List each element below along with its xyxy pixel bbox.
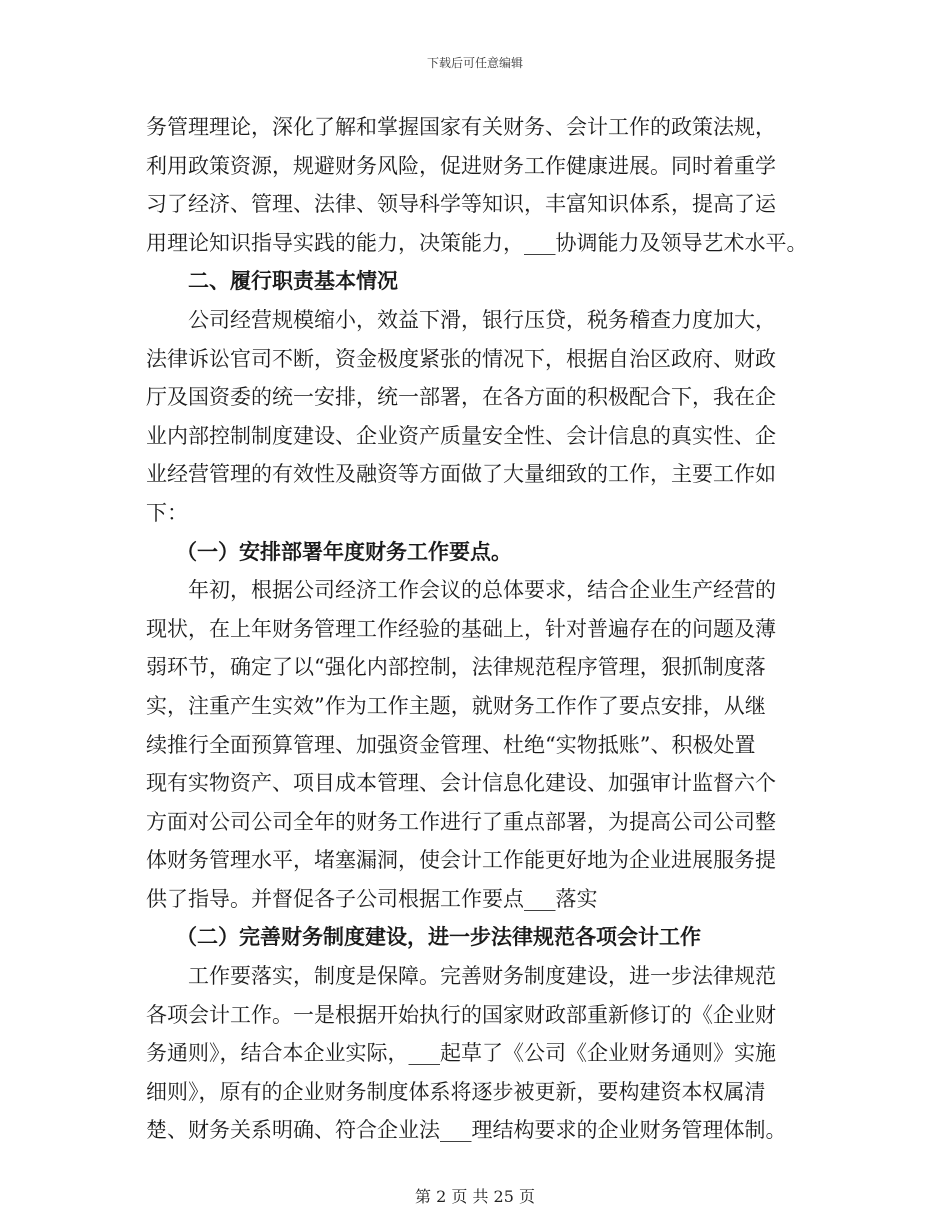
body-line: 厅及国资委的统一安排，统一部署，在各方面的积极配合下，我在企 <box>146 385 776 410</box>
page-header: 下载后可任意编辑 <box>426 56 523 70</box>
body-line: 细则》，原有的企业财务制度体系将逐步被更新，要构建资本权属清 <box>146 1079 766 1104</box>
body-line: 楚、财务关系明确、符合企业法___理结构要求的企业财务管理体制。 <box>146 1118 787 1143</box>
body-line: 用理论知识指导实践的能力，决策能力，___协调能力及领导艺术水平。 <box>146 230 808 255</box>
body-line: 法律诉讼官司不断，资金极度紧张的情况下，根据自治区政府、财政 <box>146 346 776 371</box>
subsection-heading: （一）安排部署年度财务工作要点。 <box>176 538 512 564</box>
body-line: 现有实物资产、项目成本管理、会计信息化建设、加强审计监督六个 <box>146 771 776 796</box>
body-line: 年初，根据公司经济工作会议的总体要求，结合企业生产经营的 <box>188 578 776 603</box>
body-line: 体财务管理水平，堵塞漏洞，使会计工作能更好地为企业进展服务提 <box>146 848 776 873</box>
body-line: 公司经营规模缩小，效益下滑，银行压贷，税务稽查力度加大， <box>188 307 776 332</box>
body-line: 习了经济、管理、法律、领导科学等知识，丰富知识体系，提高了运 <box>146 192 776 217</box>
body-line: 工作要落实，制度是保障。完善财务制度建设，进一步法律规范 <box>188 964 776 989</box>
body-line: 下： <box>146 500 188 525</box>
body-line: 业经营管理的有效性及融资等方面做了大量细致的工作，主要工作如 <box>146 462 776 487</box>
section-heading: 二、履行职责基本情况 <box>188 268 398 294</box>
body-line: 利用政策资源，规避财务风险，促进财务工作健康进展。同时着重学 <box>146 153 776 178</box>
body-line: 弱环节，确定了以“强化内部控制，法律规范程序管理，狠抓制度落 <box>146 655 766 680</box>
body-line: 续推行全面预算管理、加强资金管理、杜绝“实物抵账”、积极处置 <box>146 732 756 757</box>
body-line: 实，注重产生实效”作为工作主题，就财务工作作了要点安排，从继 <box>146 693 766 718</box>
body-line: 务通则》，结合本企业实际，___起草了《公司《企业财务通则》实施 <box>146 1041 776 1066</box>
body-line: 业内部控制制度建设、企业资产质量安全性、会计信息的真实性、企 <box>146 423 776 448</box>
document-body <box>146 108 818 1150</box>
body-line: 供了指导。并督促各子公司根据工作要点___落实 <box>146 886 598 911</box>
subsection-heading: （二）完善财务制度建设，进一步法律规范各项会计工作 <box>176 924 701 950</box>
body-line: 务管理理论，深化了解和掌握国家有关财务、会计工作的政策法规， <box>146 115 776 139</box>
body-line: 各项会计工作。一是根据开始执行的国家财政部重新修订的《企业财 <box>146 1002 776 1027</box>
body-line: 方面对公司公司全年的财务工作进行了重点部署，为提高公司公司整 <box>146 809 776 834</box>
page-number: 第 2 页 共 25 页 <box>415 1187 535 1206</box>
body-line: 现状，在上年财务管理工作经验的基础上，针对普遍存在的问题及薄 <box>146 616 776 641</box>
